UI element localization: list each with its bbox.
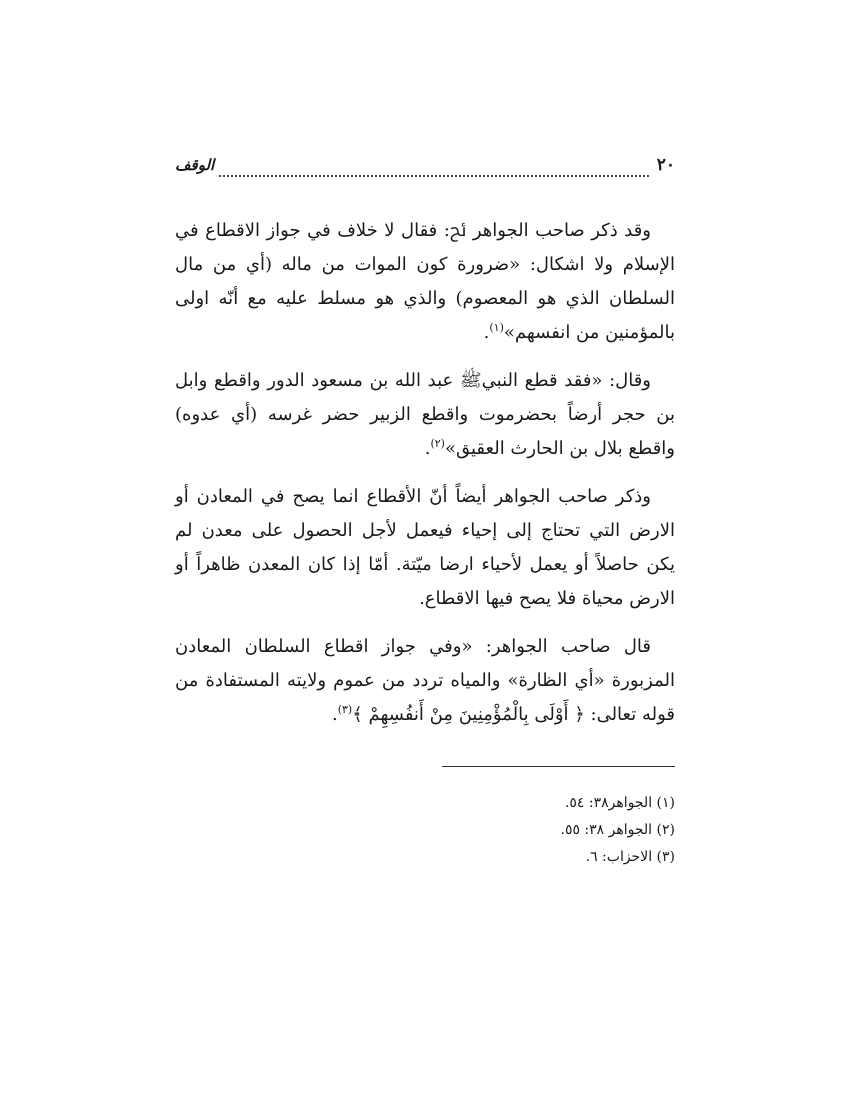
footnote: (١) الجواهر٣٨: ٥٤.	[564, 795, 675, 811]
footnote-separator	[442, 766, 675, 767]
paragraph-end: .	[483, 322, 490, 343]
paragraph-end: .	[424, 438, 431, 459]
paragraph	[175, 214, 675, 350]
footnote-marker: (١)	[489, 321, 504, 334]
paragraph-text: وقال: «فقد قطع النبيﷺ عبد الله بن مسعود الدور واقطع وابل بن حجر أرضاً بحضرموت واقطع الزبير حضر غرسه (أي عدوه) واقطع بلال بن الحارث العقيق»	[175, 370, 675, 459]
main-text	[175, 214, 675, 746]
footnote: (٣) الاحزاب: ٦.	[585, 849, 675, 865]
footnote-marker: (٢)	[430, 437, 445, 450]
footnote-marker: (٣)	[337, 703, 353, 716]
header-dotted-leader	[219, 175, 649, 177]
footnote: (٢) الجواهر ٣٨: ٥٥.	[560, 822, 675, 838]
paragraph-text: قال صاحب الجواهر: «وفي جواز اقطاع السلطان المعادن المزبورة «أي الظارة» والمياه تردد من عموم ولايته المستفادة من قوله تعالى: ﴿ أَوْلَى بِالْمُؤْمِنِينَ مِنْ أَنفُسِهِمْ ﴾	[175, 636, 675, 725]
paragraph	[175, 630, 675, 732]
footnotes	[470, 790, 675, 871]
paragraph-end: .	[331, 704, 338, 725]
paragraph	[175, 480, 675, 616]
running-title: الوقف	[175, 156, 215, 174]
page-number: ٢٠	[656, 155, 675, 175]
paragraph	[175, 364, 675, 466]
paragraph-text: وذكر صاحب الجواهر أيضاً أنّ الأقطاع انما يصح في المعادن أو الارض التي تحتاج إلى إحياء فيعمل لأجل الحصول على معدن لم يكن حاصلاً أو يعمل لأحياء ارضا ميّتة. أمّا إذا كان المعدن ظاهراً أو الارض محياة فلا يصح فيها الاقطاع.	[175, 486, 675, 609]
page-header	[175, 155, 675, 185]
paragraph-text: وقد ذكر صاحب الجواهر ﰁ: فقال لا خلاف في جواز الاقطاع في الإسلام ولا اشكال: «ضرورة كون الموات من ماله (أي من مال السلطان الذي هو المعصوم) والذي هو مسلط عليه مع أنّه اولى بالمؤمنين من انفسهم»	[175, 220, 675, 343]
